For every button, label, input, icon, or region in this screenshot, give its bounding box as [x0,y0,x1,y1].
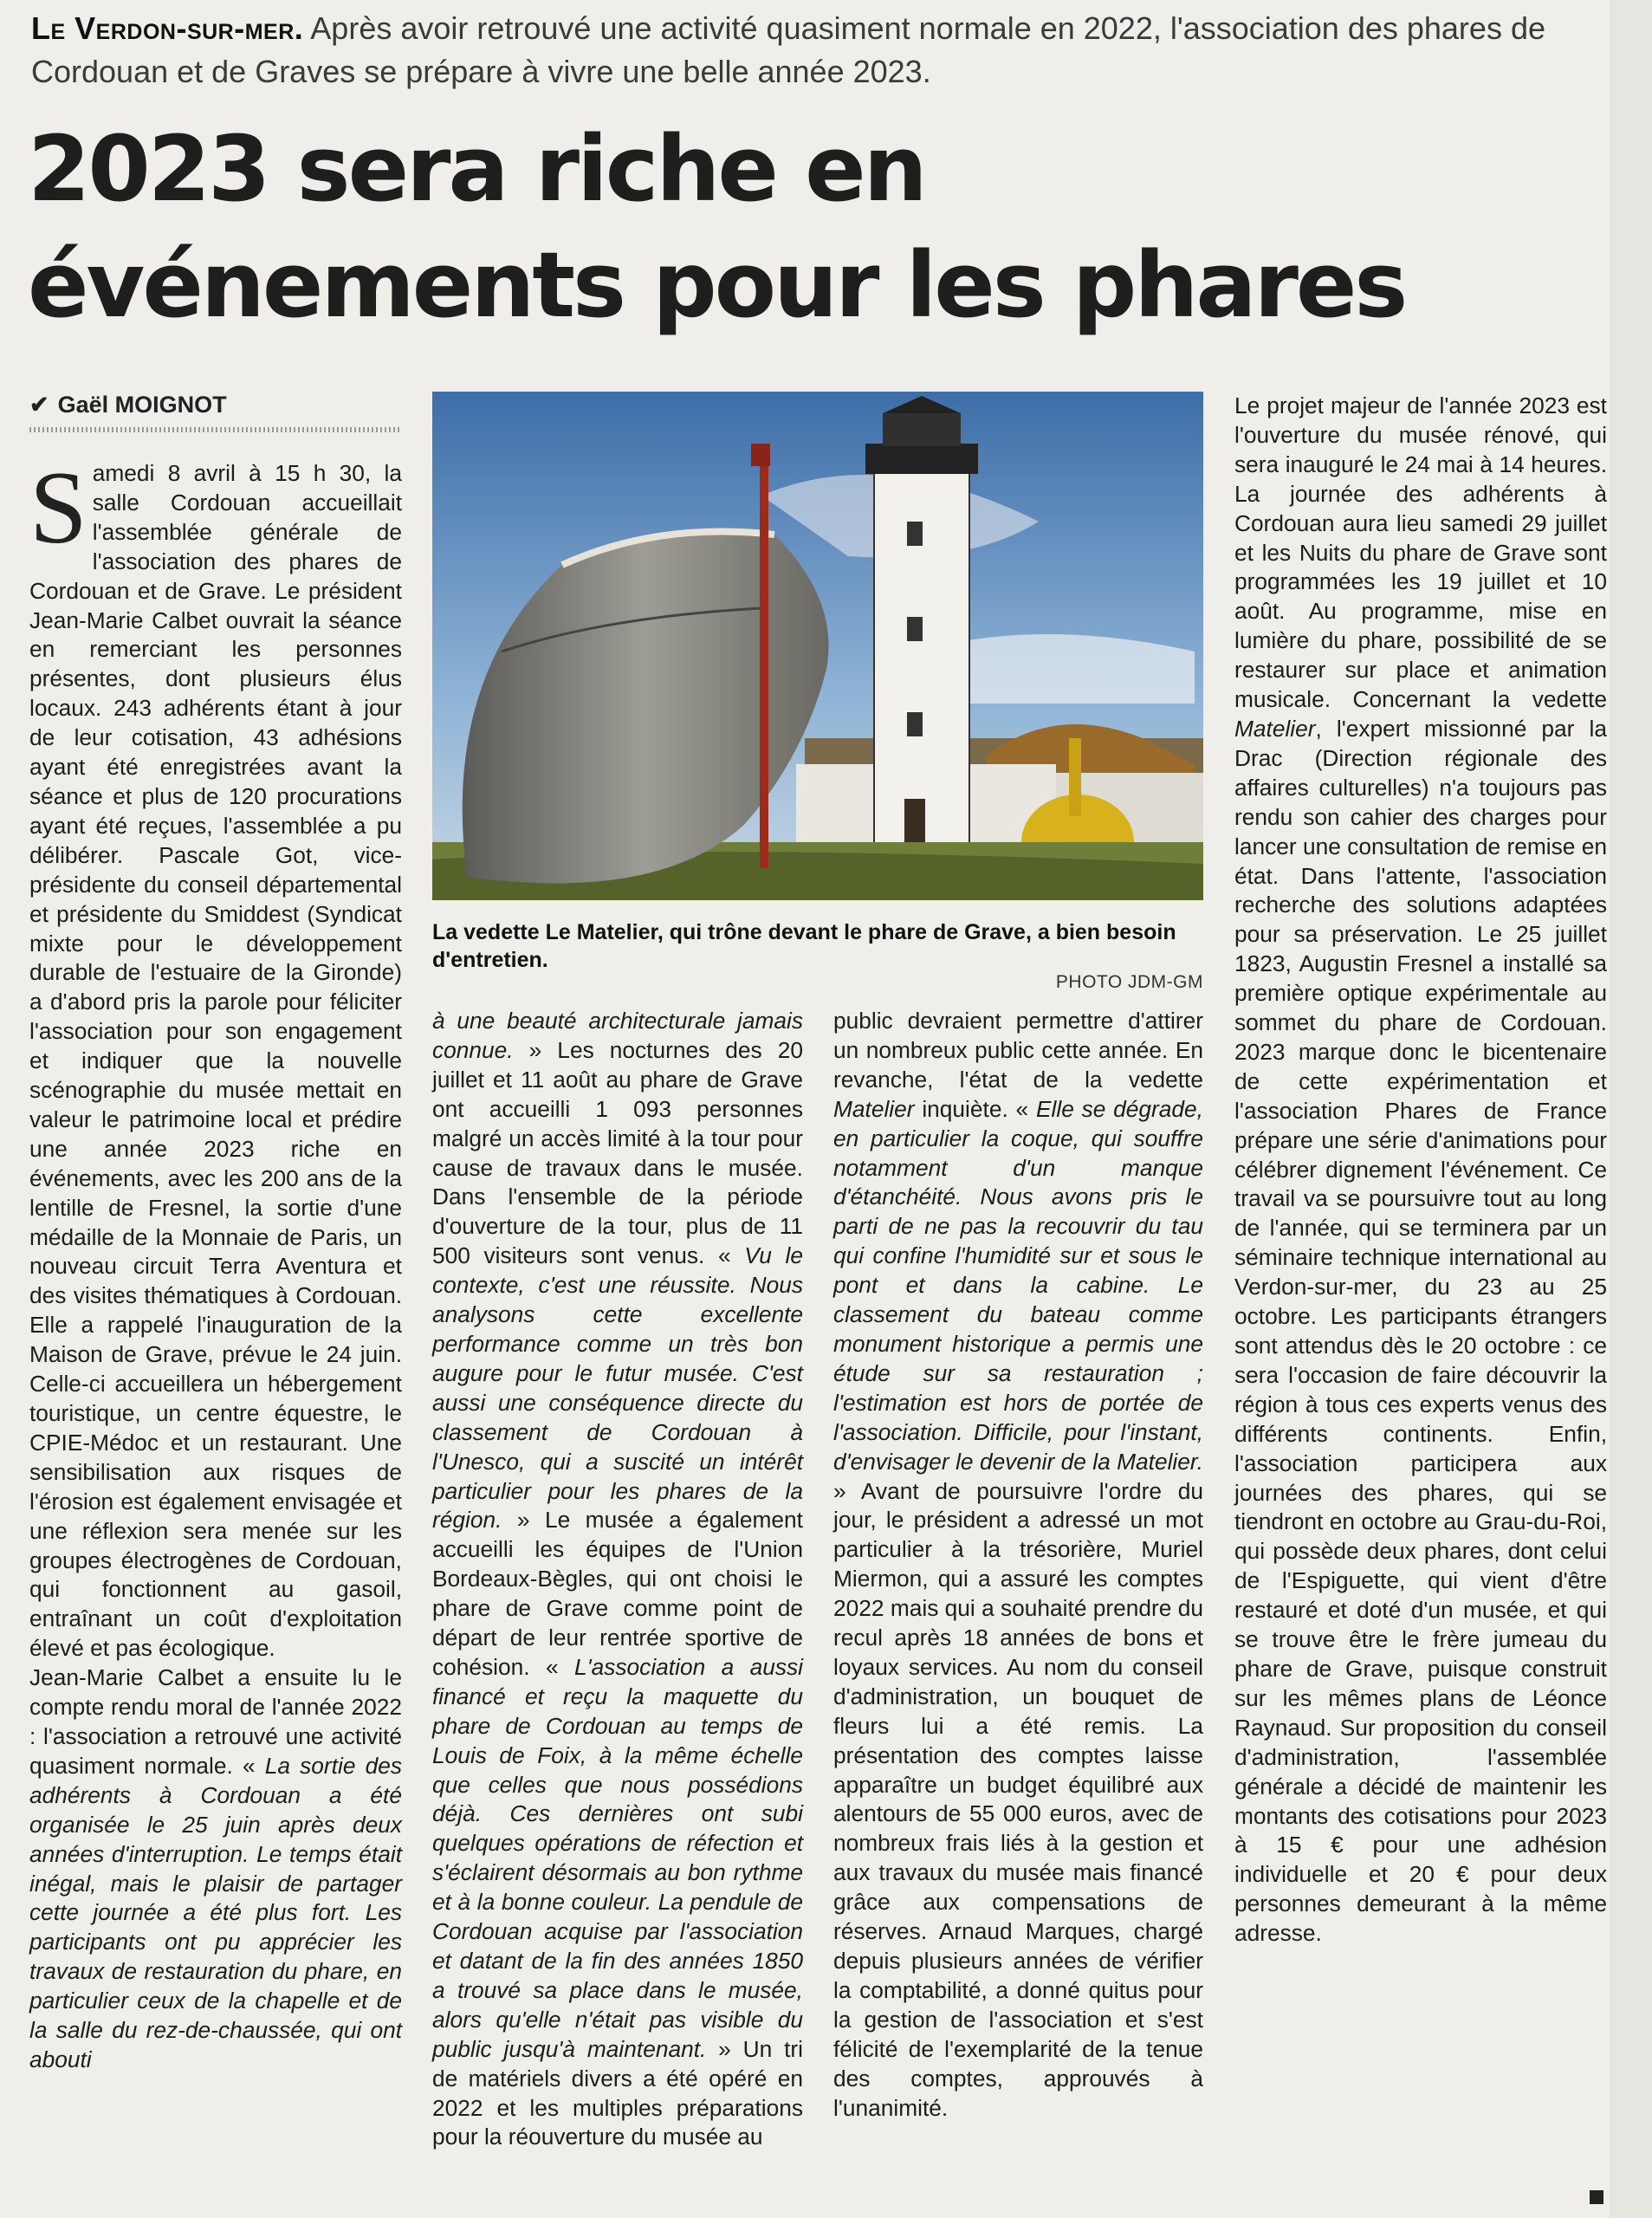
headline-line-2: événements pour les phares [28,232,1406,338]
byline-divider [29,427,402,432]
paragraph: à une beauté architecturale jamais connue. » Les nocturnes des 20 juillet et 11 août au phare de Grave ont accueilli 1 093 personnes malgré un accès limité à la tour pour cause de travaux dans le musée. Dans l'ensemble de la période d'ouverture de la tour, plus de 11 500 visiteurs sont venus. « Vu le contexte, c'est une réussite. Nous analysons cette excellente performance comme un très bon augure pour le futur musée. C'est aussi une conséquence directe du classement de Cordouan à l'Unesco, qui a suscité un intérêt particulier pour les phares de la région. » Le musée a également accueilli les équipes de l'Union Bordeaux-Bègles, qui ont choisi le phare de Grave comme point de départ de leur rentrée sportive de cohésion. « L'association a aussi financé et reçu la maquette du phare de Cordouan au temps de Louis de Foix, à la même échelle que celles que nous possédions déjà. Ces dernières ont subi quelques opérations de réfection et s'éclairent désormais au bon rythme et à la bonne couleur. La pendule de Cordouan acquise par l'association et datant de la fin des années 1850 a trouvé sa place dans le musée, alors qu'elle n'était pas visible du public jusqu'à maintenant. » Un tri de matériels divers a été opéré en 2022 et les multiples préparations pour la réouverture du musée au [432,1008,803,2150]
headline-line-1: 2023 sera riche en [28,116,925,222]
byline [29,392,402,418]
paragraph: Jean-Marie Calbet a ensuite lu le compte rendu moral de l'année 2022 : l'association a retrouvé une activité quasiment normale. « La sortie des adhérents à Cordouan a été organisée le 25 juin après deux années d'interruption. Le temps était inégal, mais le plaisir de partager cette journée a été plus fort. Les participants ont pu apprécier les travaux de restauration du phare, en particulier ceux de la chapelle et de la salle du rez-de-chaussée, qui ont abouti [29,1664,402,2072]
paragraph: Samedi 8 avril à 15 h 30, la salle Cordouan accueillait l'assemblée générale de l'association des phares de Cordouan et de Grave. Le président Jean-Marie Calbet ouvrait la séance en remerciant les personnes présentes, dont plusieurs élus locaux. 243 adhérents étant à jour de leur cotisation, 43 adhésions ayant été enregistrées avant la séance et plus de 120 procurations ayant été reçues, l'assemblée a pu délibérer. Pascale Got, vice-présidente du conseil départemental et présidente du Smiddest (Syndicat mixte pour le développement durable de l'estuaire de la Gironde) a d'abord pris la parole pour féliciter l'association pour son engagement et indiquer que la nouvelle scénographie du musée mettait en valeur le patrimoine local et prédire une année 2023 riche en événements, avec les 200 ans de la lentille de Fresnel, la sortie d'une médaille de la Monnaie de Paris, un nouveau circuit Terra Aventura et des visites thématiques à Cordouan. Elle a rappelé l'inauguration de la Maison de Grave, prévue le 24 juin. Celle-ci accueillera un hébergement touristique, un centre équestre, le CPIE-Médoc et un restaurant. Une sensibilisation aux risques de l'érosion est également envisagée et une réflexion sera menée sur les groupes électrogènes de Cordouan, qui fonctionnent au gasoil, entraînant un coût d'exploitation élevé et pas écologique. [29,450,402,1662]
paragraph: Le projet majeur de l'année 2023 est l'ouverture du musée rénové, qui sera inauguré le 24 mai à 14 heures. La journée des adhérents à Cordouan aura lieu samedi 29 juillet et les Nuits du phare de Grave sont programmées les 19 juillet et 10 août. Au programme, mise en lumière du phare, possibilité de se restaurer sur place et animation musicale. Concernant la vedette Matelier, l'expert missionné par la Drac (Direction régionale des affaires culturelles) n'a toujours pas rendu son cahier des charges pour lancer une consultation de remise en état. Dans l'attente, l'association recherche des solutions adaptées pour sa préservation. Le 25 juillet 1823, Augustin Fresnel a installé sa première optique expérimentale au sommet du phare de Cordouan. 2023 marque donc le bicentenaire de cette expérimentation et l'association Phares de France prépare une série d'animations pour célébrer dignement l'événement. Ce travail va se poursuivre tout au long de l'année, qui se terminera par un séminaire technique international au Verdon-sur-mer, du 23 au 25 octobre. Les participants étrangers sont attendus dès le 20 octobre : ce sera l'occasion de faire découvrir la région à tous ces experts venus des différents continents. Enfin, l'association participera aux journées des phares, qui se tiendront en octobre au Grau-du-Roi, qui possède deux phares, dont celui de l'Espiguette, qui vient d'être restauré et doté d'un musée, et qui se trouve être le frère jumeau du phare de Grave, puisque construit sur les mêmes plans de Léonce Raynaud. Sur proposition du conseil d'administration, l'assemblée générale a décidé de maintenir les montants des cotisations pour 2023 à 15 € pour une adhésion individuelle et 20 € pour deux personnes demeurant à la même adresse. [1234,392,1607,1947]
body-column-1 [29,450,402,2075]
body-column-4 [1234,392,1607,1949]
paragraph: public devraient permettre d'attirer un nombreux public cette année. En revanche, l'état de la vedette Matelier inquiète. « Elle se dégrade, en particulier la coque, qui souffre notamment d'un manque d'étanchéité. Nous avons pris le parti de ne pas la recouvrir du tau qui confine l'humidité sur et sous le pont et dans la cabine. Le classement du bateau comme monument historique a permis une étude sur sa restauration ; l'estimation est hors de portée de l'association. Difficile, pour l'instant, d'envisager le devenir de la Matelier. » Avant de poursuivre l'ordre du jour, le président a adressé un mot particulier à la trésorière, Muriel Miermon, qui a assuré les comptes 2022 mais qui a souhaité prendre du recul après 18 années de bons et loyaux services. Au nom du conseil d'administration, un bouquet de fleurs lui a été remis. La présentation des comptes laisse apparaître un budget équilibré aux alentours de 55 000 euros, avec de nombreux frais liés à la gestion et aux travaux du musée mais financé grâce aux compensations de réserves. Arnaud Marques, chargé depuis plusieurs années de vérifier la comptabilité, a donné quitus pour la gestion de l'association et s'est félicité de l'exemplarité de la tenue des comptes, approuvés à l'unanimité. [833,1008,1203,2121]
boat-and-lighthouse-photo-icon [432,392,1203,900]
body-column-3 [833,1007,1203,2123]
quote: La sortie des adhérents à Cordouan a été organisée le 25 juin après deux années d'interruption. Le temps était inégal, mais le plaisir de partager cette journée a été plus fort. Les participants ont pu apprécier les travaux de restauration du phare, en particulier ceux de la chapelle et de la salle du rez-de-chaussée, qui ont abouti [29,1752,402,2072]
photo-caption: La vedette Le Matelier, qui trône devant le phare de Grave, a bien besoin d'entretien. [432,920,1176,972]
article-end-mark [1590,2190,1603,2204]
photo-credit: PHOTO JDM-GM [1055,972,1203,992]
author-name: Gaël MOIGNOT [57,392,227,418]
article-headline [28,111,1587,343]
dateline-location: Le Verdon-sur-mer. [31,10,304,46]
standfirst-text: Après avoir retrouvé une activité quasiment normale en 2022, l'association des phares de Cordouan et de Graves se prépare à vivre une belle année 2023. [31,10,1545,89]
body-column-2 [432,1007,803,2152]
lighthouse-photo [432,392,1203,900]
drop-cap: S [29,450,87,565]
article-standfirst [31,7,1590,94]
checkmark-icon: ✔ [29,392,49,418]
adjacent-article-bleed [1610,0,1652,2218]
